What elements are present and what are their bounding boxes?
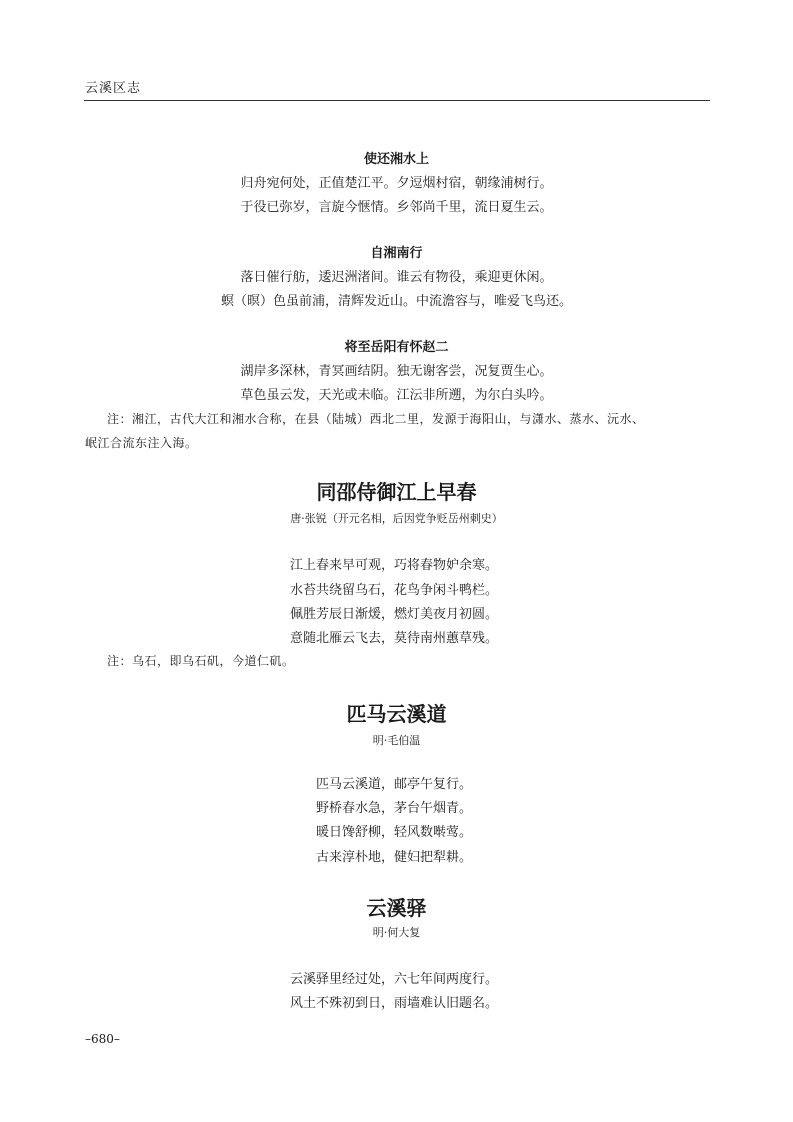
poem-author: 明·毛伯温 [372,734,421,747]
page-number: –680– [85,1032,120,1046]
running-header: 云溪区志 [85,81,142,96]
poem-line: 云溪驿里经过处，六七年间两度行。 [290,972,499,987]
poem-line: 意随北雁云飞去，莫待南州蕙草残。 [290,631,499,646]
poem-line: 暖日馋舒柳，轻风数啭莺。 [316,825,473,840]
poem-line: 水苔共绕留乌石，花鸟争闲斗鸭栏。 [290,583,499,598]
poem-line: 风土不殊初到日，雨墙难认旧题名。 [290,996,499,1011]
header-rule [84,100,710,101]
poem-line: 螟（暝）色虽前浦，清辉发近山。中流澹容与，唯爱飞鸟还。 [220,294,572,309]
poem-line: 归舟宛何处，正值楚江平。夕逗烟村宿，朝缘浦树行。 [240,176,553,191]
poem-line: 江上春来早可观，巧将春物妒余寒。 [290,558,499,573]
poem-line: 佩胜芳辰日渐煖，燃灯美夜月初圆。 [290,607,499,622]
poem-title: 使还湘水上 [363,152,429,167]
poem-line: 草色虽云发，天光或未临。江沄非所遡，为尔白头吟。 [240,388,553,403]
poem-title: 匹马云溪道 [346,702,447,726]
poem-title: 将至岳阳有怀赵二 [344,340,449,355]
poem-line: 匹马云溪道，邮亭午复行。 [316,777,473,792]
poem-line: 野桥春水急，茅台午烟青。 [316,801,473,816]
poem-line: 湖岸多深林，青冥画结阴。独无谢客尝，况复贾生心。 [240,364,553,379]
annotation-note: 岷江合流东注入海。 [85,436,198,450]
poem-title: 同邵侍御江上早春 [316,480,477,504]
poem-line: 于役已弥岁，言旋今惬情。乡邻尚千里，流日夏生云。 [240,200,553,215]
poem-title: 自湘南行 [370,246,423,261]
poem-line: 落日催行舫，逶迟洲渚间。谁云有物役，乘迎更休闲。 [240,270,553,285]
poem-title: 云溪驿 [366,896,427,920]
poem-author: 明·何大复 [372,926,421,939]
annotation-note: 注：乌石，即乌石矶，今道仁矶。 [107,654,295,668]
annotation-note: 注：湘江，古代大江和湘水合称，在县（陆城）西北二里，发源于海阳山，与潇水、蒸水、沅水、 [107,412,645,426]
poem-line: 古来淳朴地，健妇把犁耕。 [316,850,473,865]
poem-author: 唐·张锐（开元名相，后因党争贬岳州刺史） [290,512,503,525]
